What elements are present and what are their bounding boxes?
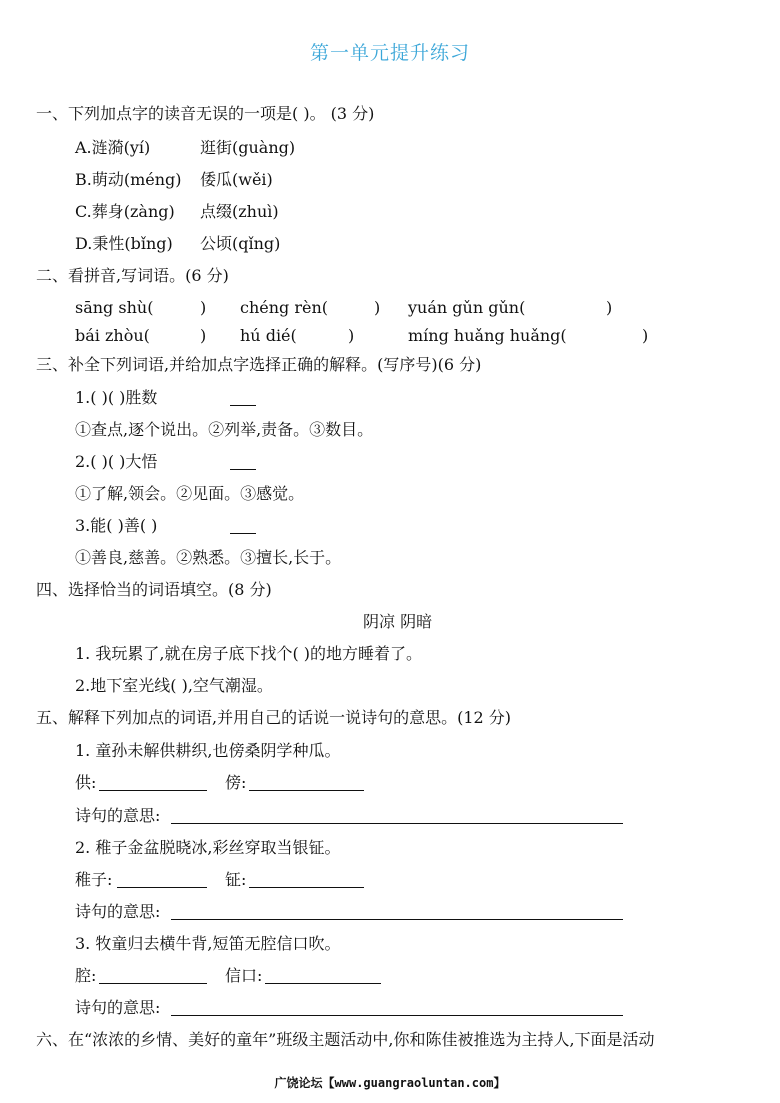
q5-poem-2: 2. 稚子金盆脱晓冰,彩丝穿取当银钲。 [75,838,341,857]
q4-sentence-1: 1. 我玩累了,就在房子底下找个( )的地方睡着了。 [75,644,423,663]
answer-line [265,967,381,984]
q5-word-3a: 腔: [75,966,97,985]
q2-pinyin-4: bái zhòu( [75,326,150,345]
q1-option-a-1: A.涟漪(yí) [75,138,151,157]
q6-stem: 六、在“浓浓的乡情、美好的童年”班级主题活动中,你和陈佳被推选为主持人,下面是活动 [36,1030,655,1049]
answer-line [171,807,623,824]
q2-stem: 二、看拼音,写词语。(6 分) [36,266,229,285]
q5-meaning-label-2: 诗句的意思: [75,902,161,921]
q3-item-3: 3.能( )善( ) [75,516,158,535]
answer-line [230,453,256,470]
q2-close-3: ) [606,298,613,317]
q3-explain-1: ①查点,逐个说出。②列举,责备。③数目。 [75,420,374,439]
q2-close-5: ) [348,326,355,345]
q1-option-b-2: 倭瓜(wěi) [200,170,273,189]
answer-line [99,774,207,791]
q2-close-2: ) [374,298,381,317]
q3-stem: 三、补全下列词语,并给加点字选择正确的解释。(写序号)(6 分) [36,355,482,374]
q5-meaning-label-3: 诗句的意思: [75,998,161,1017]
answer-line [249,774,364,791]
q2-close-1: ) [200,298,207,317]
answer-line [171,999,623,1016]
q5-stem: 五、解释下列加点的词语,并用自己的话说一说诗句的意思。(12 分) [36,708,512,727]
q3-explain-2: ①了解,领会。②见面。③感觉。 [75,484,305,503]
page-title: 第一单元提升练习 [309,42,470,64]
q1-stem: 一、下列加点字的读音无误的一项是( )。 (3 分) [36,104,375,123]
q5-word-2a: 稚子: [75,870,113,889]
answer-line [171,903,623,920]
q3-explain-3: ①善良,慈善。②熟悉。③擅长,长于。 [75,548,342,567]
q1-option-c-2: 点缀(zhuì) [200,202,279,221]
answer-line [249,871,364,888]
q5-word-2b: 钲: [225,870,247,889]
answer-line [99,967,207,984]
q1-option-a-2: 逛街(guàng) [200,138,296,157]
q5-word-1a: 供: [75,773,97,792]
q1-option-d-1: D.秉性(bǐng) [75,234,173,253]
q4-sentence-2: 2.地下室光线( ),空气潮湿。 [75,676,273,695]
q4-word-choices: 阴凉 阴暗 [363,612,433,631]
answer-line [230,389,256,406]
q4-stem: 四、选择恰当的词语填空。(8 分) [36,580,272,599]
q2-pinyin-5: hú dié( [240,326,297,345]
q5-meaning-label-1: 诗句的意思: [75,806,161,825]
q2-close-4: ) [200,326,207,345]
q2-pinyin-6: míng huǎng huǎng( [408,326,567,345]
q5-word-3b: 信口: [225,966,263,985]
q1-option-b-1: B.萌动(méng) [75,170,182,189]
q3-item-1: 1.( )( )胜数 [75,388,158,407]
q2-pinyin-1: sāng shù( [75,298,154,317]
answer-line [117,871,207,888]
q1-option-d-2: 公顷(qǐng) [200,234,281,253]
q2-close-6: ) [642,326,649,345]
q5-word-1b: 傍: [225,773,247,792]
q5-poem-1: 1. 童孙未解供耕织,也傍桑阴学种瓜。 [75,741,341,760]
q5-poem-3: 3. 牧童归去横牛背,短笛无腔信口吹。 [75,934,341,953]
q3-item-2: 2.( )( )大悟 [75,452,158,471]
q2-pinyin-3: yuán gǔn gǔn( [408,298,526,317]
q2-pinyin-2: chéng rèn( [240,298,329,317]
answer-line [230,517,256,534]
q1-option-c-1: C.葬身(zàng) [75,202,175,221]
footer-source: 广饶论坛【www.guangraoluntan.com】 [274,1076,506,1090]
